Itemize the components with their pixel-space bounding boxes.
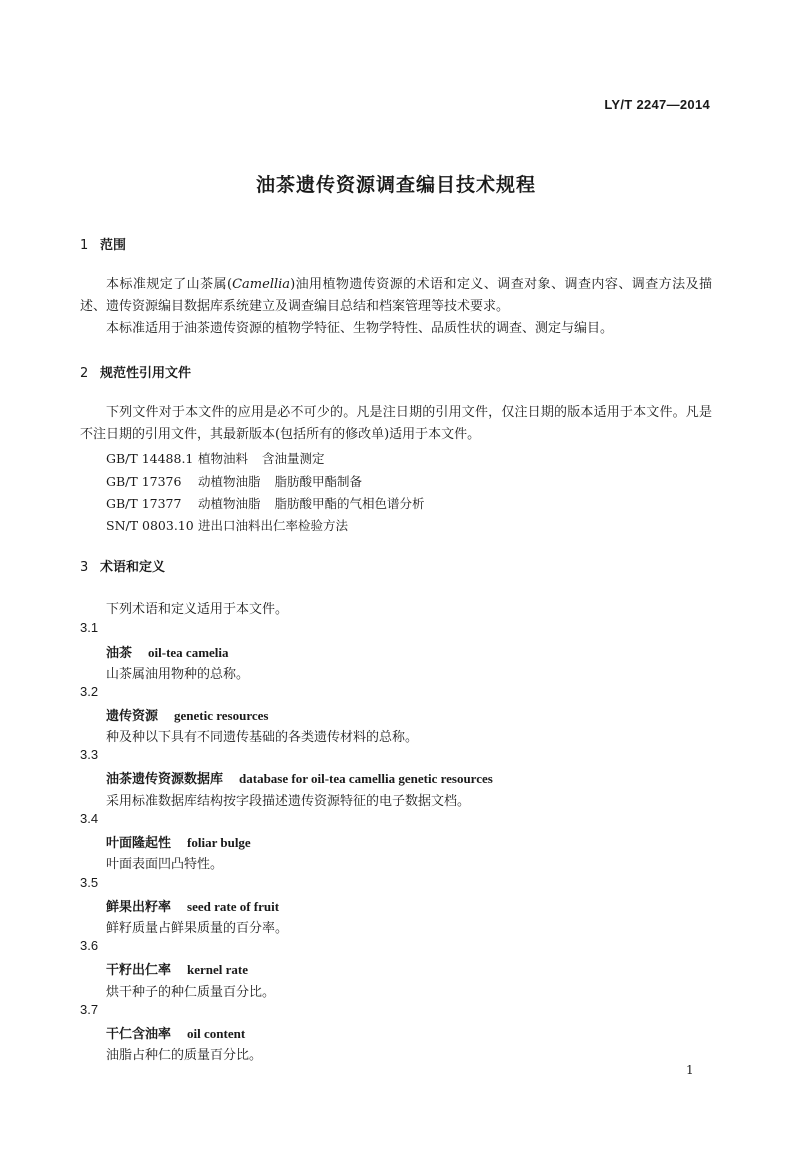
reference-name: 动植物油脂 bbox=[198, 474, 261, 489]
term-en: oil-tea camelia bbox=[148, 645, 229, 660]
term-heading bbox=[106, 832, 251, 851]
term-en: foliar bulge bbox=[187, 835, 251, 850]
reference-code: GB/T 17376 bbox=[106, 474, 182, 489]
term-heading bbox=[106, 896, 279, 915]
section-1-title: 范围 bbox=[100, 238, 127, 253]
term-zh: 叶面隆起性 bbox=[106, 836, 172, 851]
reference-desc: 脂肪酸甲酯制备 bbox=[274, 474, 363, 489]
term-heading bbox=[106, 642, 229, 661]
term-number: 3.5 bbox=[80, 875, 99, 890]
section-2-heading bbox=[80, 362, 191, 381]
standard-code: LY/T 2247—2014 bbox=[604, 97, 710, 112]
term-en: oil content bbox=[187, 1026, 246, 1041]
term-en: database for oil-tea camellia genetic resources bbox=[239, 771, 493, 786]
term-number: 3.2 bbox=[80, 684, 99, 699]
term-zh: 遗传资源 bbox=[106, 709, 159, 724]
section-3-number: 3 bbox=[80, 560, 89, 575]
term-heading bbox=[106, 959, 248, 978]
term-en: genetic resources bbox=[174, 708, 269, 723]
term-heading bbox=[106, 768, 493, 787]
reference-name: 动植物油脂 bbox=[198, 496, 261, 511]
section-3-intro: 下列术语和定义适用于本文件。 bbox=[106, 602, 289, 617]
term-zh: 油茶 bbox=[106, 646, 133, 661]
section-1-heading bbox=[80, 234, 126, 253]
section-2-paragraph-1: 下列文件对于本文件的应用是必不可少的。凡是注日期的引用文件，仅注日期的版本适用于本文件。凡是不注日期的引用文件，其最新版本(包括所有的修改单)适用于本文件。 bbox=[80, 405, 712, 442]
reference-code: SN/T 0803.10 bbox=[106, 518, 194, 533]
reference-item bbox=[106, 449, 325, 467]
reference-desc: 脂肪酸甲酯的气相色谱分析 bbox=[274, 496, 425, 511]
reference-name: 进出口油料出仁率检验方法 bbox=[198, 518, 349, 533]
section-3-title: 术语和定义 bbox=[100, 560, 166, 575]
term-en: kernel rate bbox=[187, 962, 249, 977]
section-1-number: 1 bbox=[80, 238, 89, 253]
term-definition: 山茶属油用物种的总称。 bbox=[106, 667, 250, 682]
term-definition: 油脂占种仁的质量百分比。 bbox=[106, 1048, 263, 1063]
reference-item bbox=[106, 516, 362, 534]
section-1-paragraph-2: 本标准适用于油茶遗传资源的植物学特征、生物学特性、品质性状的调查、测定与编目。 bbox=[106, 321, 614, 336]
page-number: 1 bbox=[686, 1063, 694, 1077]
term-definition: 种及种以下具有不同遗传基础的各类遗传材料的总称。 bbox=[106, 730, 419, 745]
term-definition: 鲜籽质量占鲜果质量的百分率。 bbox=[106, 921, 289, 936]
reference-item bbox=[106, 494, 425, 512]
reference-name: 植物油料 bbox=[198, 451, 249, 466]
term-heading bbox=[106, 1023, 245, 1042]
section-1-p1-b: )油用植物遗传资源的术语和定义、调查对象、调查内容、调查方法及描述、遗传资源编目数据库系统建立及调查编目总结和档案管理等技术要求。 bbox=[80, 277, 712, 314]
term-zh: 油茶遗传资源数据库 bbox=[106, 772, 224, 787]
section-2-title: 规范性引用文件 bbox=[100, 366, 192, 381]
term-number: 3.1 bbox=[80, 620, 99, 635]
reference-desc: 含油量测定 bbox=[262, 451, 325, 466]
term-zh: 鲜果出籽率 bbox=[106, 900, 172, 915]
document-title: 油茶遗传资源调查编目技术规程 bbox=[255, 174, 536, 196]
term-definition: 烘干种子的种仁质量百分比。 bbox=[106, 985, 276, 1000]
term-number: 3.4 bbox=[80, 811, 99, 826]
term-number: 3.3 bbox=[80, 747, 99, 762]
reference-code: GB/T 14488.1 bbox=[106, 451, 194, 466]
section-1-paragraph-1 bbox=[80, 274, 712, 318]
term-heading bbox=[106, 705, 268, 724]
reference-item bbox=[106, 472, 362, 490]
term-zh: 干籽出仁率 bbox=[106, 963, 172, 978]
section-3-heading bbox=[80, 556, 165, 575]
term-number: 3.6 bbox=[80, 938, 99, 953]
section-1-p1-italic: Camellia bbox=[232, 277, 291, 292]
term-en: seed rate of fruit bbox=[187, 899, 280, 914]
section-2-number: 2 bbox=[80, 366, 89, 381]
term-zh: 干仁含油率 bbox=[106, 1027, 172, 1042]
term-definition: 叶面表面凹凸特性。 bbox=[106, 857, 224, 872]
reference-code: GB/T 17377 bbox=[106, 496, 182, 511]
section-1-p1-a: 本标准规定了山茶属( bbox=[106, 277, 233, 292]
term-number: 3.7 bbox=[80, 1002, 99, 1017]
term-definition: 采用标准数据库结构按字段描述遗传资源特征的电子数据文档。 bbox=[106, 794, 471, 809]
